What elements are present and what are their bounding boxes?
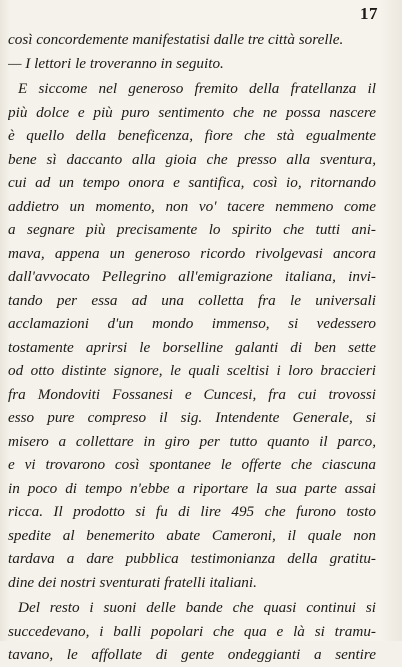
text-line: a segnare più precisamente lo spirito che tutti ani-	[8, 221, 376, 238]
text-line: spedite al benemerito abate Cameroni, il quale non	[8, 526, 376, 544]
text-line: così concordemente manifestatisi dalle tre città sorelle.	[8, 31, 344, 48]
text-line: bene sì daccanto alla gioia che presso alla sventura,	[8, 150, 376, 168]
text-line: è quello della beneficenza, fiore che stà egualmente	[8, 127, 376, 144]
text-line: mava, appena un generoso ricordo rivolgevasi ancora	[8, 244, 376, 262]
text-line: dine dei nostri sventurati fratelli italiani.	[8, 573, 257, 591]
text-line: esso pure compreso il sig. Intendente Generale, si	[8, 409, 376, 426]
text-line: misero a collettare in giro per tutto quanto il parco,	[8, 432, 376, 450]
text-line: ricca. Il prodotto si fu di lire 495 che furono tosto	[8, 503, 376, 520]
paragraph-start-line: E siccome nel generoso fremito della fratellanza il	[18, 80, 376, 97]
text-line: — I lettori le troveranno in seguito.	[8, 54, 224, 72]
text-line: addietro un momento, non vo' tacere nemmeno come	[8, 197, 376, 215]
paragraph-start-line: Del resto i suoni delle bande che quasi continui si	[18, 599, 376, 616]
text-line: tando per essa ad una colletta fra le universali	[8, 291, 376, 309]
text-line: acclamazioni d'un mondo immenso, si vedessero	[8, 315, 376, 332]
text-line: tostamente aprirsi le borselline galanti di ben sette	[8, 338, 376, 356]
text-line: tavano, le affollate di gente ondeggianti a sentire	[8, 646, 376, 663]
text-line: od otto distinte signore, le quali sceltisi i loro braccieri	[8, 362, 376, 379]
text-line: dall'avvocato Pellegrino all'emigrazione italiana, invi-	[8, 268, 376, 285]
text-line: e vi trovarono così spontanee le offerte che ciascuna	[8, 456, 376, 473]
text-line: fra Mondoviti Fossanesi e Cuncesi, fra cui trovossi	[8, 385, 376, 403]
body-text	[8, 28, 376, 667]
page-number: 17	[360, 4, 378, 23]
text-line: tardava a dare pubblica testimonianza della gratitu-	[8, 550, 376, 567]
text-line: succedevano, i balli popolari che qua e là si tramu-	[8, 622, 376, 640]
text-line: in poco di tempo n'ebbe a riportare la sua parte assai	[8, 479, 376, 497]
text-line: più dolce e più puro sentimento che ne possa nascere	[8, 103, 376, 121]
text-line: cui ad un tempo onora e santifica, così io, ritornando	[8, 174, 376, 191]
